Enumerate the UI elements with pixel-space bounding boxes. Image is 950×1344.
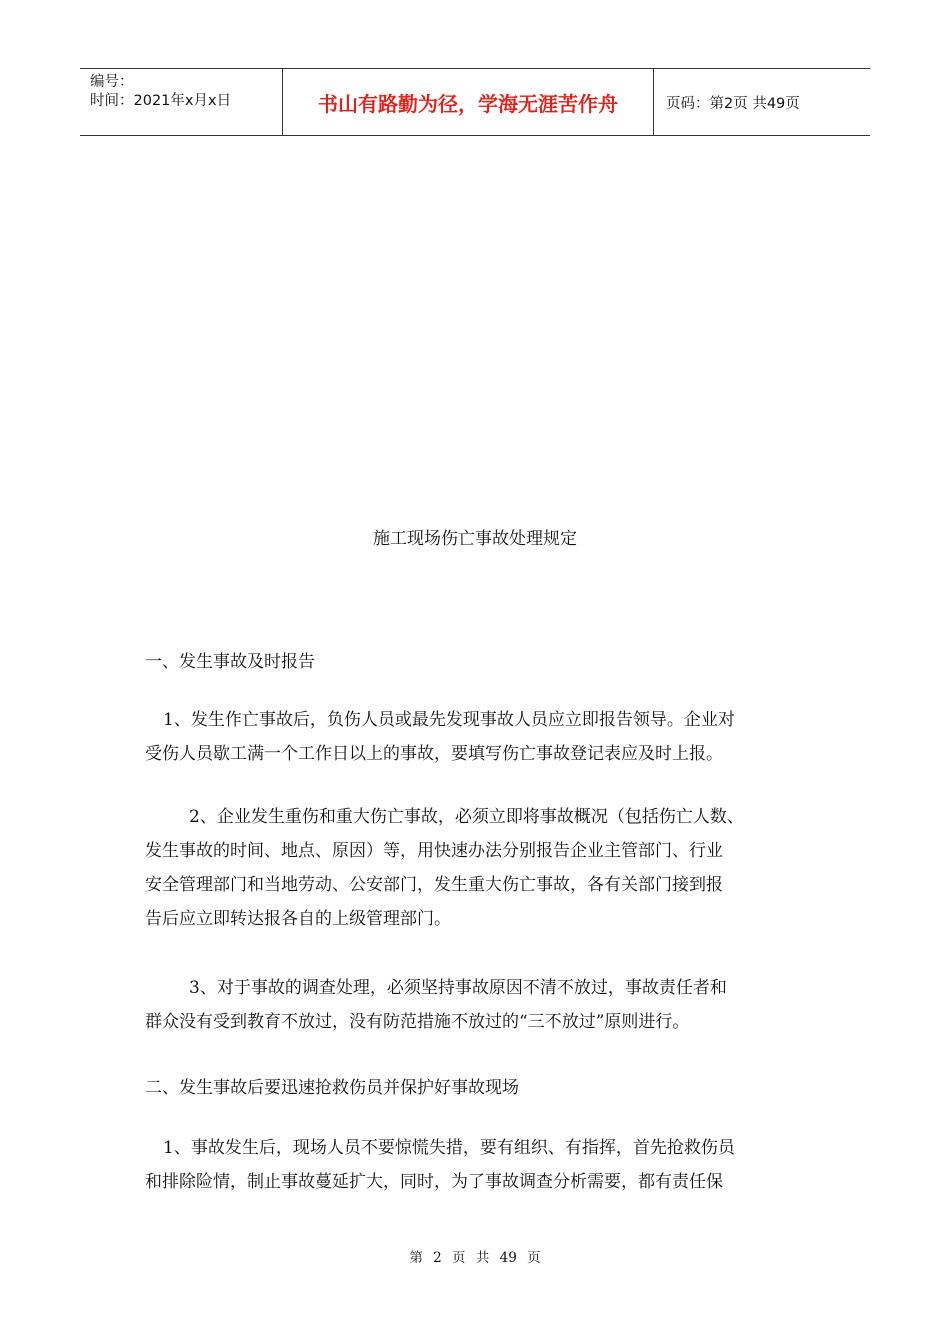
text-line: 1、发生作亡事故后，负伤人员或最先发现事故人员应立即报告领导。企业对 — [163, 710, 735, 730]
page-header — [80, 68, 870, 136]
section1-para3 — [145, 971, 815, 1039]
text-line: 告后应立即转达报各自的上级管理部门。 — [145, 909, 451, 929]
header-page-info: 页码：第2页 共49页 — [666, 95, 800, 112]
section1-heading: 一、发生事故及时报告 — [145, 652, 315, 672]
document-title: 施工现场伤亡事故处理规定 — [373, 529, 577, 549]
text-line: 受伤人员歇工满一个工作日以上的事故，要填写伤亡事故登记表应及时上报。 — [145, 744, 723, 764]
text-line: 2、企业发生重伤和重大伤亡事故，必须立即将事故概况（包括伤亡人数、 — [189, 807, 744, 827]
text-line: 安全管理部门和当地劳动、公安部门，发生重大伤亡事故，各有关部门接到报 — [145, 875, 723, 895]
text-line: 发生事故的时间、地点、原因）等，用快速办法分别报告企业主管部门、行业 — [145, 841, 723, 861]
section2-para1 — [145, 1131, 815, 1199]
text-line: 群众没有受到教育不放过，没有防范措施不放过的“三不放过”原则进行。 — [145, 1012, 690, 1032]
header-motto: 书山有路勤为径，学海无涯苦作舟 — [282, 69, 654, 135]
section1-para1 — [145, 703, 815, 771]
section1-para2 — [145, 800, 815, 936]
text-line: 和排除险情，制止事故蔓延扩大，同时，为了事故调查分析需要，都有责任保 — [145, 1172, 723, 1192]
serial-label: 编号： — [90, 74, 134, 90]
header-meta — [80, 69, 282, 135]
page-footer: 第 2 页 共 49 页 — [409, 1250, 541, 1266]
date-label: 时间：2021年x月x日 — [90, 93, 232, 109]
text-line: 3、对于事故的调查处理，必须坚持事故原因不清不放过，事故责任者和 — [189, 978, 727, 998]
text-line: 1、事故发生后，现场人员不要惊慌失措，要有组织、有指挥，首先抢救伤员 — [163, 1138, 735, 1158]
section2-heading: 二、发生事故后要迅速抢救伤员并保护好事故现场 — [145, 1078, 519, 1098]
